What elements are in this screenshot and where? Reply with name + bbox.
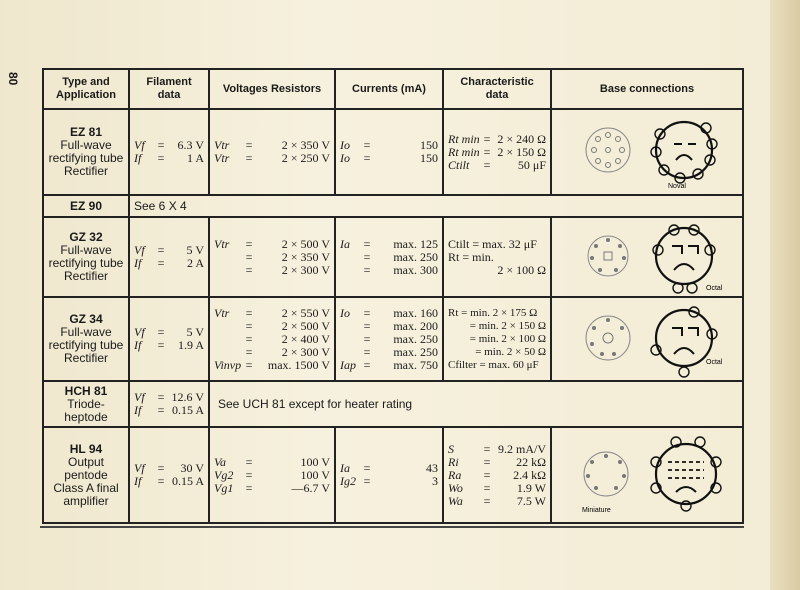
symbol: Vg1 [214,480,234,495]
symbol: S [448,441,454,456]
app-line: amplifier [63,493,109,508]
tube-name: EZ 90 [69,198,102,213]
voltages-cell: Vtr = 2 × 500 V = 2 × 350 V = 2 × 300 V [209,217,335,297]
page-edge [770,0,800,590]
currents-cell: Ia = max. 125 = max. 250 = max. 300 [335,217,443,297]
symbol: If [134,151,142,165]
value: 2 × 350 V [281,249,330,264]
char-line: = min. 2 × 50 Ω [475,345,546,358]
app-line: Class A final [53,480,119,495]
value: 6.3 V [177,138,204,152]
value: max. 1500 V [267,357,330,372]
base-diagram-cell [551,427,743,523]
characteristic-cell [443,217,551,297]
symbol: Vf [134,390,145,404]
value: max. 250 [393,344,438,359]
symbol [214,264,242,277]
base-label: Octal [706,359,723,366]
base-label: Octal [706,285,723,292]
value: 2 × 350 V [281,138,330,152]
char-line: Ctilt = max. 32 μF [448,236,537,251]
row-hl94 [43,427,743,523]
symbol: Rt min [448,131,480,146]
value: 50 μF [517,157,546,172]
row-gz34 [43,297,743,381]
symbol: Va [214,454,226,469]
bottom-rule [40,526,744,528]
value: —6.7 V [291,480,330,495]
value: max. 750 [393,357,438,372]
symbol: Vf [134,243,145,257]
value: 2 A [186,256,204,270]
app-line: pentode [64,467,108,482]
symbol: Iap [340,357,356,372]
tube-name: HL 94 [69,441,103,456]
value: 2 × 400 V [281,331,330,346]
symbol: Io [340,138,350,152]
symbol: Io [340,151,350,165]
value: 3 [432,474,438,488]
filament-cell: Vf = 5 V If = 2 A [129,217,209,297]
tube-name: HCH 81 [64,383,108,398]
header-base: Base connections [551,69,743,109]
symbol: Vinvp [214,357,242,372]
value: max. 250 [393,331,438,346]
value: 1.9 W [516,480,546,495]
symbol [340,333,360,346]
char-line: = min. 2 × 100 Ω [469,332,546,345]
header-voltages: Voltages Resistors [209,69,335,109]
characteristic-cell: Rt min = 2 × 240 Ω Rt min = 2 × 150 Ω Ctilt = 50 μF [443,109,551,195]
value: 2 × 240 Ω [497,131,546,146]
base-diagram-cell [551,297,743,381]
miniature-base-diagram [556,430,744,520]
value: 2 × 550 V [281,305,330,320]
app-line: Rectifier [63,269,108,283]
app-line: Output [67,454,105,469]
symbol [340,320,360,333]
value: 2 × 500 V [281,318,330,333]
value: max. 250 [393,249,438,264]
symbol [340,251,360,264]
symbol: If [134,256,142,270]
value: 0.15 A [171,474,204,488]
filament-cell: Vf = 12.6 V If = 0.15 A [129,381,209,427]
page-number: 80 [6,72,20,86]
value: 5 V [186,243,204,257]
header-filament: Filament data [129,69,209,109]
value: 9.2 mA/V [498,441,546,456]
char-line: Rt = min. [448,249,494,264]
octal-base-diagram [556,298,744,380]
app-line: rectifying tube [48,256,124,270]
type-cell [43,109,129,195]
valve-data-table [42,68,744,524]
symbol [340,346,360,359]
value: 2 × 500 V [281,236,330,251]
hch81-note: See UCH 81 except for heater rating [209,381,743,427]
symbol: If [134,474,142,488]
symbol [214,333,242,346]
value: 100 V [300,467,330,482]
value: 2 × 250 V [281,151,330,165]
symbol: Ctilt [448,157,470,172]
symbol: Wo [448,480,463,495]
value: max. 160 [393,305,438,320]
voltages-cell: Va = 100 V Vg2 = 100 V Vg1 = —6.7 V [209,427,335,523]
octal-base-diagram [556,218,744,296]
value: 22 kΩ [516,454,546,469]
symbol: If [134,403,142,417]
value: 0.15 A [171,403,204,417]
app-line: Triode- [67,396,105,411]
filament-cell: Vf = 30 V If = 0.15 A [129,427,209,523]
value: max. 200 [393,318,438,333]
ez90-note: See 6 X 4 [129,195,743,217]
type-cell [43,381,129,427]
app-line: rectifying tube [48,338,124,352]
type-cell [43,427,129,523]
voltages-cell: Vtr = 2 × 550 V = 2 × 500 V = 2 × 400 V = 2 × 300 V Vinvp = max. 1500 V [209,297,335,381]
symbol: Vtr [214,305,230,320]
symbol: Ig2 [340,474,356,488]
symbol: Ia [340,461,350,475]
value: 5 V [186,325,204,339]
char-line: Cfilter = max. 60 μF [448,358,539,371]
app-line: heptode [64,409,108,424]
noval-base-diagram [556,110,744,194]
symbol: Ra [448,467,462,482]
value: max. 300 [393,262,438,277]
filament-cell: Vf = 6.3 V If = 1 A [129,109,209,195]
row-ez90 [43,195,743,217]
symbol [340,264,360,277]
symbol: Io [340,305,350,320]
symbol: Ia [340,236,350,251]
characteristic-cell [443,297,551,381]
app-line: Rectifier [63,164,108,178]
base-label: Miniature [582,507,611,514]
value: 12.6 V [171,390,204,404]
base-diagram-cell [551,109,743,195]
value: 7.5 W [516,493,546,508]
app-line: Full-wave [60,325,112,339]
value: 2 × 300 V [281,344,330,359]
symbol: Wa [448,493,463,508]
row-gz32 [43,217,743,297]
symbol: Vtr [214,138,230,152]
row-ez81 [43,109,743,195]
header-type: Type and Application [43,69,129,109]
value: 100 V [300,454,330,469]
value: 2 × 150 Ω [497,144,546,159]
char-line: Rt = min. 2 × 175 Ω [448,306,538,319]
header-row [43,69,743,109]
symbol: Vf [134,461,145,475]
value: 1.9 A [177,338,204,352]
header-currents: Currents (mA) [335,69,443,109]
app-line: Full-wave [60,243,112,257]
tube-name: GZ 34 [69,312,103,326]
symbol: If [134,338,142,352]
type-cell [43,217,129,297]
currents-cell: Io = max. 160 = max. 200 = max. 250 = max. 250 Iap = max. 750 [335,297,443,381]
tube-name: GZ 32 [69,230,103,244]
symbol [214,320,242,333]
symbol: Vg2 [214,467,234,482]
type-cell [43,195,129,217]
tube-name: EZ 81 [69,125,102,139]
currents-cell: Ia = 43 Ig2 = 3 [335,427,443,523]
symbol: Vf [134,325,145,339]
value: 2 × 300 V [281,262,330,277]
value: 1 A [186,151,204,165]
char-line: 2 × 100 Ω [497,262,546,277]
symbol: Vf [134,138,145,152]
app-line: rectifying tube [48,151,124,165]
base-diagram-cell [551,217,743,297]
type-cell [43,297,129,381]
filament-cell: Vf = 5 V If = 1.9 A [129,297,209,381]
currents-cell: Io = 150 Io = 150 [335,109,443,195]
characteristic-cell: S = 9.2 mA/V Ri = 22 kΩ Ra = 2.4 kΩ Wo = 1.9 W Wa = 7.5 W [443,427,551,523]
row-hch81 [43,381,743,427]
value: 2.4 kΩ [513,467,546,482]
value: 150 [420,138,438,152]
voltages-cell: Vtr = 2 × 350 V Vtr = 2 × 250 V [209,109,335,195]
symbol [214,346,242,359]
app-line: Full-wave [60,138,112,152]
symbol [214,251,242,264]
value: 30 V [180,461,204,475]
header-characteristic: Characteristic data [443,69,551,109]
value: max. 125 [393,236,438,251]
char-line: = min. 2 × 150 Ω [469,319,546,332]
app-line: Rectifier [63,351,108,365]
symbol: Vtr [214,236,230,251]
value: 150 [420,151,438,165]
value: 43 [426,461,438,475]
symbol: Rt min [448,144,480,159]
symbol: Ri [448,454,459,469]
symbol: Vtr [214,151,230,165]
base-label: Noval [668,183,686,190]
